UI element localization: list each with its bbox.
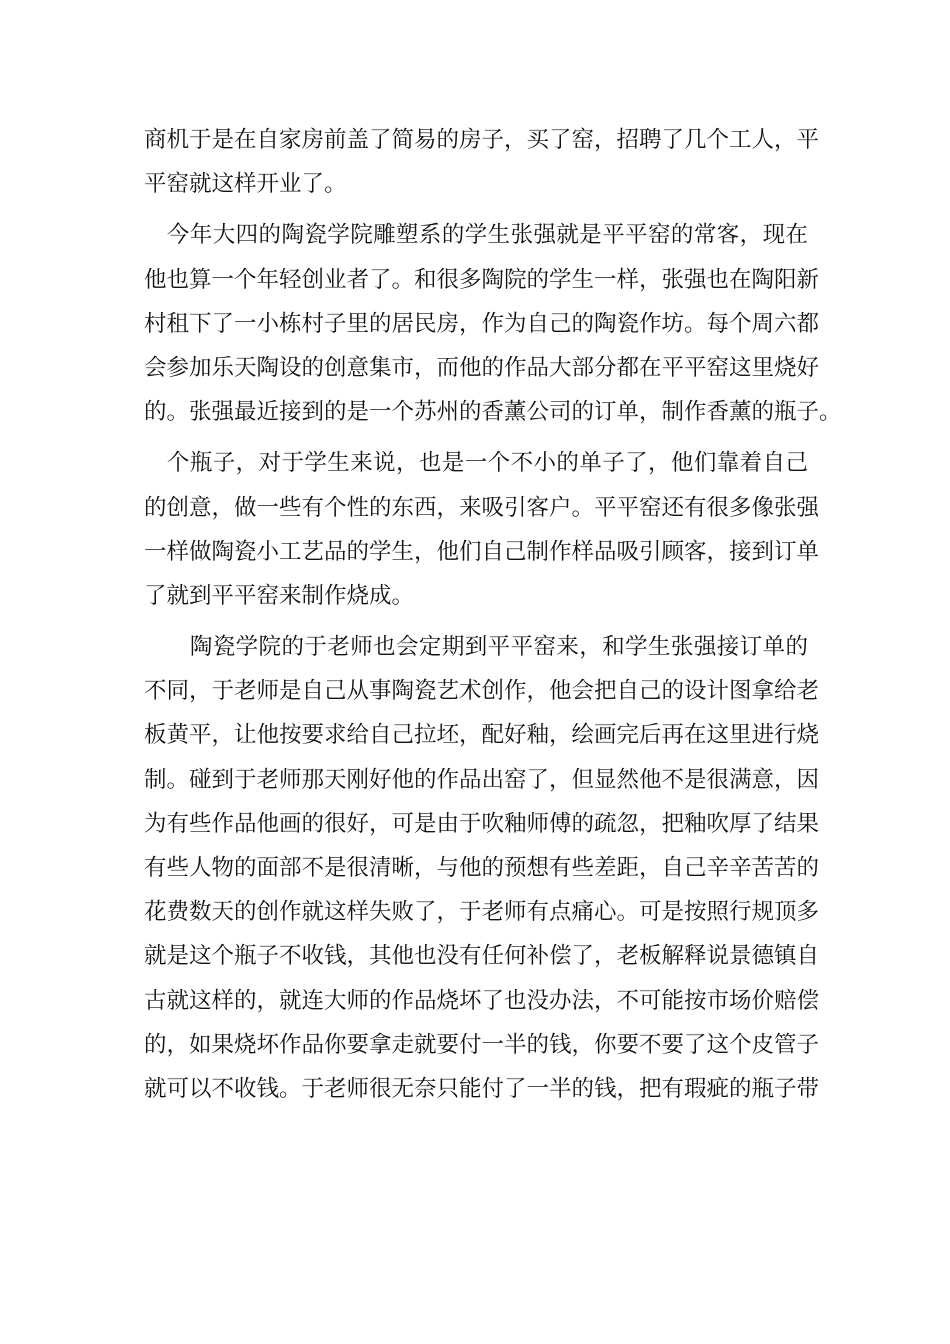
text-line: 花费数天的创作就这样失败了，于老师有点痛心。可是按照行规顶多 [144,899,820,926]
text-line: 为有些作品他画的很好，可是由于吹釉师傅的疏忽，把釉吹厚了结果 [144,810,820,837]
text-line: 的创意，做一些有个性的东西，来吸引客户。平平窑还有很多像张强 [144,494,820,521]
paragraph-2 [144,213,842,434]
text-line: 就是这个瓶子不收钱，其他也没有任何补偿了，老板解释说景德镇自 [144,943,820,970]
text-line: 板黄平，让他按要求给自己拉坯，配好釉，绘画完后再在这里进行烧 [144,722,820,749]
text-line: 就可以不收钱。于老师很无奈只能付了一半的钱，把有瑕疵的瓶子带 [144,1075,820,1102]
text-line: 个瓶子，对于学生来说，也是一个不小的单子了，他们靠着自己 [144,450,808,477]
paragraph-3 [144,441,820,618]
text-line: 制。碰到于老师那天刚好他的作品出窑了，但显然他不是很满意，因 [144,766,820,793]
paragraph-4 [144,625,820,1111]
text-line: 商机于是在自家房前盖了简易的房子，买了窑，招聘了几个工人，平 [144,127,820,153]
text-line: 不同，于老师是自己从事陶瓷艺术创作，他会把自己的设计图拿给老 [144,678,820,705]
text-line: 的。张强最近接到的是一个苏州的香薰公司的订单，制作香薰的瓶子。 [144,399,842,426]
body-text [144,118,842,1111]
paragraph-1 [144,118,820,206]
text-line: 古就这样的，就连大师的作品烧坏了也没办法，不可能按市场价赔偿 [144,987,820,1014]
text-line: 今年大四的陶瓷学院雕塑系的学生张强就是平平窑的常客，现在 [144,222,808,249]
text-line: 会参加乐天陶设的创意集市，而他的作品大部分都在平平窑这里烧好 [144,354,820,381]
text-line: 陶瓷学院的于老师也会定期到平平窑来，和学生张强接订单的 [144,634,808,661]
text-line: 他也算一个年轻创业者了。和很多陶院的学生一样，张强也在陶阳新 [144,266,820,293]
text-line: 平窑就这样开业了。 [144,171,347,198]
text-line: 有些人物的面部不是很清晰，与他的预想有些差距，自己辛辛苦苦的 [144,855,820,881]
text-line: 村租下了一小栋村子里的居民房，作为自己的陶瓷作坊。每个周六都 [144,310,820,337]
text-line: 一样做陶瓷小工艺品的学生，他们自己制作样品吸引顾客，接到订单 [144,538,820,565]
text-line: 的，如果烧坏作品你要拿走就要付一半的钱，你要不要了这个皮管子 [144,1031,820,1058]
text-line: 了就到平平窑来制作烧成。 [144,582,415,609]
